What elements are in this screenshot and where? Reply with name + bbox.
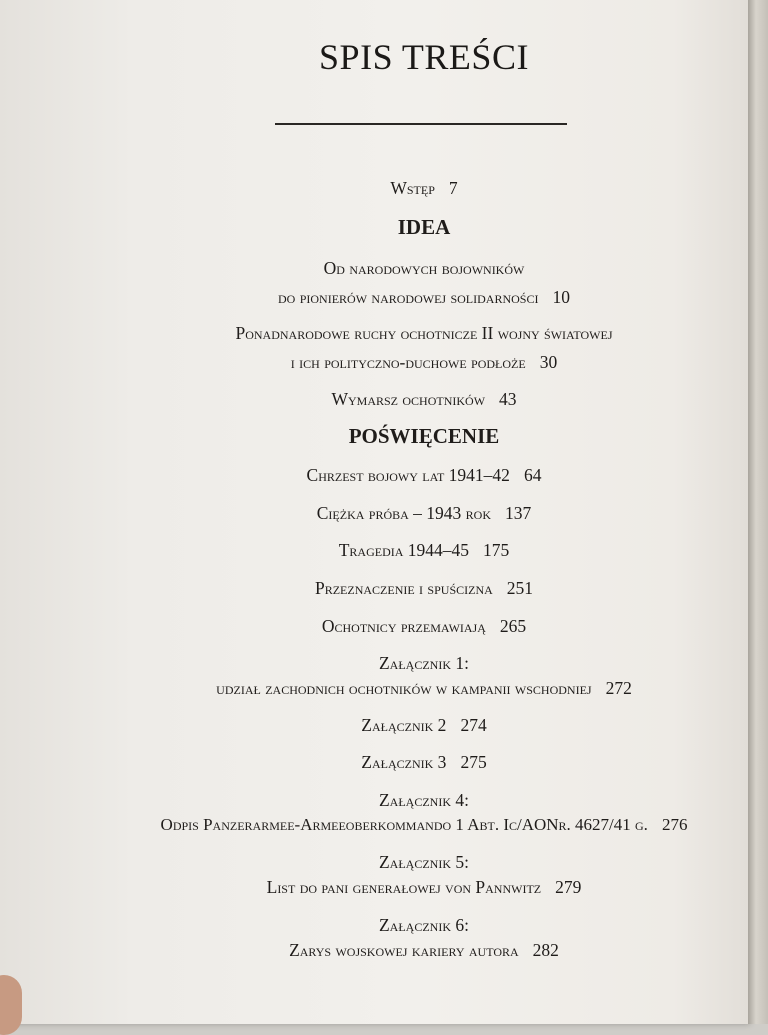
toc-page-number: 272 — [605, 678, 632, 698]
toc-entry-line: Załącznik 5: — [378, 852, 469, 872]
title-underline — [275, 123, 567, 125]
toc-page-number: 30 — [539, 352, 558, 372]
toc-entry-title: Odpis Panzerarmee-Armeeoberkommando 1 Abt. Ic/AONr. 4627/41 g. — [160, 815, 648, 834]
toc-entry-title: Zarys wojskowej kariery autora — [289, 940, 519, 960]
toc-entry-ciezka-proba — [0, 501, 768, 525]
toc-entry-title: Wstęp — [390, 178, 435, 198]
toc-entry-line: Załącznik 4: — [378, 790, 469, 810]
toc-entry-zalacznik-1 — [0, 676, 768, 700]
toc-entry-ochotnicy — [0, 614, 768, 638]
toc-page-number: 282 — [532, 940, 559, 960]
toc-entry-line: Załącznik 1: — [378, 653, 469, 673]
toc-entry-zalacznik-5 — [0, 875, 768, 899]
thumb-edge — [0, 975, 22, 1035]
toc-entry-wstep — [0, 176, 768, 200]
toc-entry-tragedia — [0, 538, 768, 562]
toc-entry-title: i ich polityczno-duchowe podłoże — [290, 352, 526, 372]
toc-entry-zalacznik-4 — [0, 813, 768, 837]
toc-entry-zalacznik-2 — [0, 713, 768, 737]
toc-entry-title: Wymarsz ochotników — [331, 389, 486, 409]
toc-entry-chrzest — [0, 463, 768, 487]
toc-entry-zalacznik-3 — [0, 750, 768, 774]
toc-entry-od-narodowych — [0, 285, 768, 309]
toc-page-number: 276 — [661, 815, 688, 834]
toc-page-number: 175 — [483, 540, 510, 560]
toc-page-number: 251 — [506, 578, 534, 598]
toc-page-number: 64 — [523, 465, 542, 485]
toc-entry-title: Ochotnicy przemawiają — [321, 616, 486, 636]
toc-page-number: 137 — [505, 503, 532, 523]
toc-entry-title: Chrzest bojowy lat 1941–42 — [306, 465, 510, 485]
toc-page-number: 275 — [460, 752, 487, 772]
toc-entry-title: udział zachodnich ochotników w kampanii wschodniej — [216, 678, 592, 698]
toc-entry-title: List do pani generałowej von Pannwitz — [266, 877, 542, 897]
toc-entry-zalacznik-6 — [0, 938, 768, 962]
toc-entry-title: Załącznik 3 — [361, 752, 447, 772]
toc-page-number: 265 — [499, 616, 527, 636]
toc-entry-wymarsz — [0, 387, 768, 411]
page-edge — [748, 0, 768, 1024]
page-title: SPIS TREŚCI — [319, 37, 529, 77]
toc-entry-line: Ponadnarodowe ruchy ochotnicze II wojny światowej — [235, 323, 613, 343]
toc-entry-title: Załącznik 2 — [361, 715, 447, 735]
toc-entry-przeznaczenie — [0, 576, 768, 600]
toc-entry-line: Od narodowych bojowników — [323, 258, 525, 278]
toc-entry-ponadnarodowe — [0, 350, 768, 374]
toc-page-number: 7 — [448, 178, 458, 198]
toc-page-number: 274 — [460, 715, 487, 735]
toc-entry-line: Załącznik 6: — [378, 915, 469, 935]
toc-entry-title: Ciężka próba – 1943 rok — [316, 503, 491, 523]
toc-entry-title: do pionierów narodowej solidarności — [278, 287, 539, 307]
toc-page-number: 10 — [552, 287, 570, 307]
toc-page-number: 279 — [555, 877, 582, 897]
toc-page-number: 43 — [499, 389, 517, 409]
toc-entry-title: Tragedia 1944–45 — [338, 540, 470, 560]
toc-section-idea: IDEA — [397, 215, 451, 239]
toc-entry-title: Przeznaczenie i spuścizna — [314, 578, 493, 598]
toc-section-poswiecenie: POŚWIĘCENIE — [348, 424, 500, 448]
